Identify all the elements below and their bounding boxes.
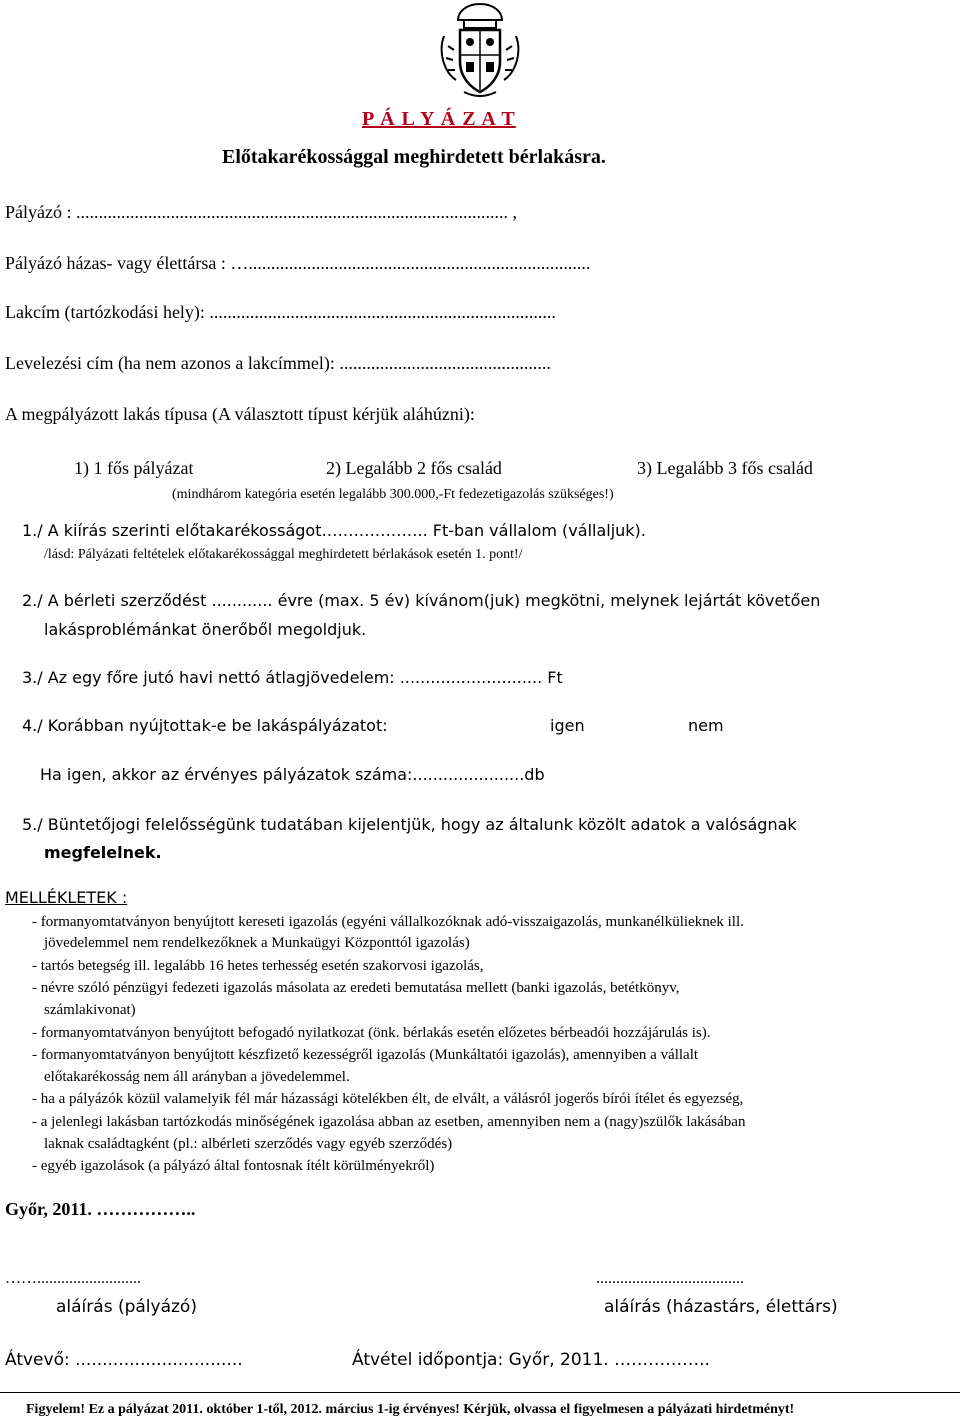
document-subtitle: Előtakarékossággal meghirdetett bérlakásra. — [222, 146, 606, 168]
item-2-line-1: 2./ A bérleti szerződést ............ évre (max. 5 év) kívánom(juk) megkötni, melynek lejártát követően — [22, 591, 821, 610]
attachment-line: - névre szóló pénzügyi fedezeti igazolás másolata az eredeti bemutatása mellett (banki igazolás, betétkönyv, — [32, 980, 680, 996]
attachment-line: - formanyomtatványon benyújtott befogadó nyilatkozat (önk. bérlakás esetén előzetes bérbeadói hozzájárulás is). — [32, 1025, 711, 1041]
item-4-yes-option[interactable]: igen — [550, 716, 585, 735]
attachment-line: - ha a pályázók közül valamelyik fél már házassági kötelékben élt, de elvált, a válásról jogerős bírói ítélet és egyezség, — [32, 1091, 744, 1107]
attachment-line: - tartós betegség ill. legalább 16 hetes terhesség esetén szakorvosi igazolás, — [32, 958, 484, 974]
type-option-1[interactable]: 1) 1 fős pályázat — [74, 458, 194, 478]
item-5-line-1: 5./ Büntetőjogi felelősségünk tudatában kijelentjük, hogy az általunk közölt adatok a valóságnak — [22, 815, 797, 834]
apartment-type-question: A megpályázott lakás típusa (A választott típust kérjük aláhúzni): — [5, 404, 475, 424]
spouse-field[interactable]: Pályázó házas- vagy élettársa : …............................................................................ — [5, 253, 591, 273]
document-title: P Á L Y Á Z A T — [362, 108, 516, 130]
applicant-field[interactable]: Pályázó : ................................................................................................ , — [5, 202, 517, 222]
attachment-line: - formanyomtatványon benyújtott készfizető kezességről igazolás (Munkáltatói igazolás), amennyiben a vállalt — [32, 1047, 699, 1063]
type-option-3[interactable]: 3) Legalább 3 fős család — [637, 458, 813, 478]
item-3: 3./ Az egy főre jutó havi nettó átlagjövedelem: ............................ Ft — [22, 668, 563, 687]
attachment-line: számlakivonat) — [44, 1002, 136, 1018]
type-option-2[interactable]: 2) Legalább 2 fős család — [326, 458, 502, 478]
item-4-followup: Ha igen, akkor az érvényes pályázatok száma:......................db — [40, 765, 545, 784]
attachment-line: - a jelenlegi lakásban tartózkodás minőségének igazolása abban az esetben, amennyiben nem a (nagy)szülők lakásában — [32, 1114, 746, 1130]
mailing-address-field[interactable]: Levelezési cím (ha nem azonos a lakcímmel): ............................................... — [5, 353, 551, 373]
attachment-line: előtakarékosság nem áll arányban a jövedelemmel. — [44, 1069, 350, 1085]
item-2-line-2: lakásproblémánkat önerőből megoldjuk. — [44, 620, 367, 639]
signature-label-applicant: aláírás (pályázó) — [56, 1297, 197, 1317]
attachments-heading: MELLÉKLETEK : — [5, 888, 128, 907]
item-1-note: /lásd: Pályázati feltételek előtakarékossággal meghirdetett bérlakások esetén 1. pont!/ — [44, 547, 523, 562]
attachment-line: laknak családtagként (pl.: albérleti szerződés vagy egyéb szerződés) — [44, 1136, 453, 1152]
signature-label-spouse: aláírás (házastárs, élettárs) — [604, 1297, 838, 1317]
item-5-line-2: megfelelnek. — [44, 843, 162, 862]
signature-line-spouse[interactable]: ..................................... — [596, 1270, 744, 1287]
attachment-line: - formanyomtatványon benyújtott kereseti igazolás (egyéni vállalkozóknak adó-visszaigazolás, munkanélkülieknek ill. — [32, 914, 744, 930]
item-4-no-option[interactable]: nem — [688, 716, 724, 735]
signature-line-applicant[interactable]: …….......................... — [5, 1270, 141, 1287]
footer-divider — [0, 1392, 960, 1393]
place-date[interactable]: Győr, 2011. …………….. — [5, 1199, 196, 1219]
attachment-line: jövedelemmel nem rendelkezőknek a Munkaügyi Központtól igazolás) — [44, 935, 470, 951]
item-4: 4./ Korábban nyújtottak-e be lakáspályázatot: — [22, 716, 388, 735]
coat-of-arms-icon — [430, 0, 530, 100]
attachment-line: - egyéb igazolások (a pályázó által fontosnak ítélt körülményekről) — [32, 1158, 435, 1174]
item-1: 1./ A kiírás szerinti előtakarékosságot……………….. Ft-ban vállalom (vállaljuk). — [22, 521, 646, 540]
received-date-field[interactable]: Átvétel időpontja: Győr, 2011. …………….. — [352, 1350, 710, 1370]
receiver-field[interactable]: Átvevő: ............................... — [5, 1350, 243, 1370]
footer-notice: Figyelem! Ez a pályázat 2011. október 1-től, 2012. március 1-ig érvényes! Kérjük, olvassa el figyelmesen a pályázati hirdetményt! — [26, 1402, 795, 1417]
address-field[interactable]: Lakcím (tartózkodási hely): ............................................................................. — [5, 302, 556, 322]
type-note: (mindhárom kategória esetén legalább 300.000,-Ft fedezetigazolás szükséges!) — [172, 487, 614, 502]
